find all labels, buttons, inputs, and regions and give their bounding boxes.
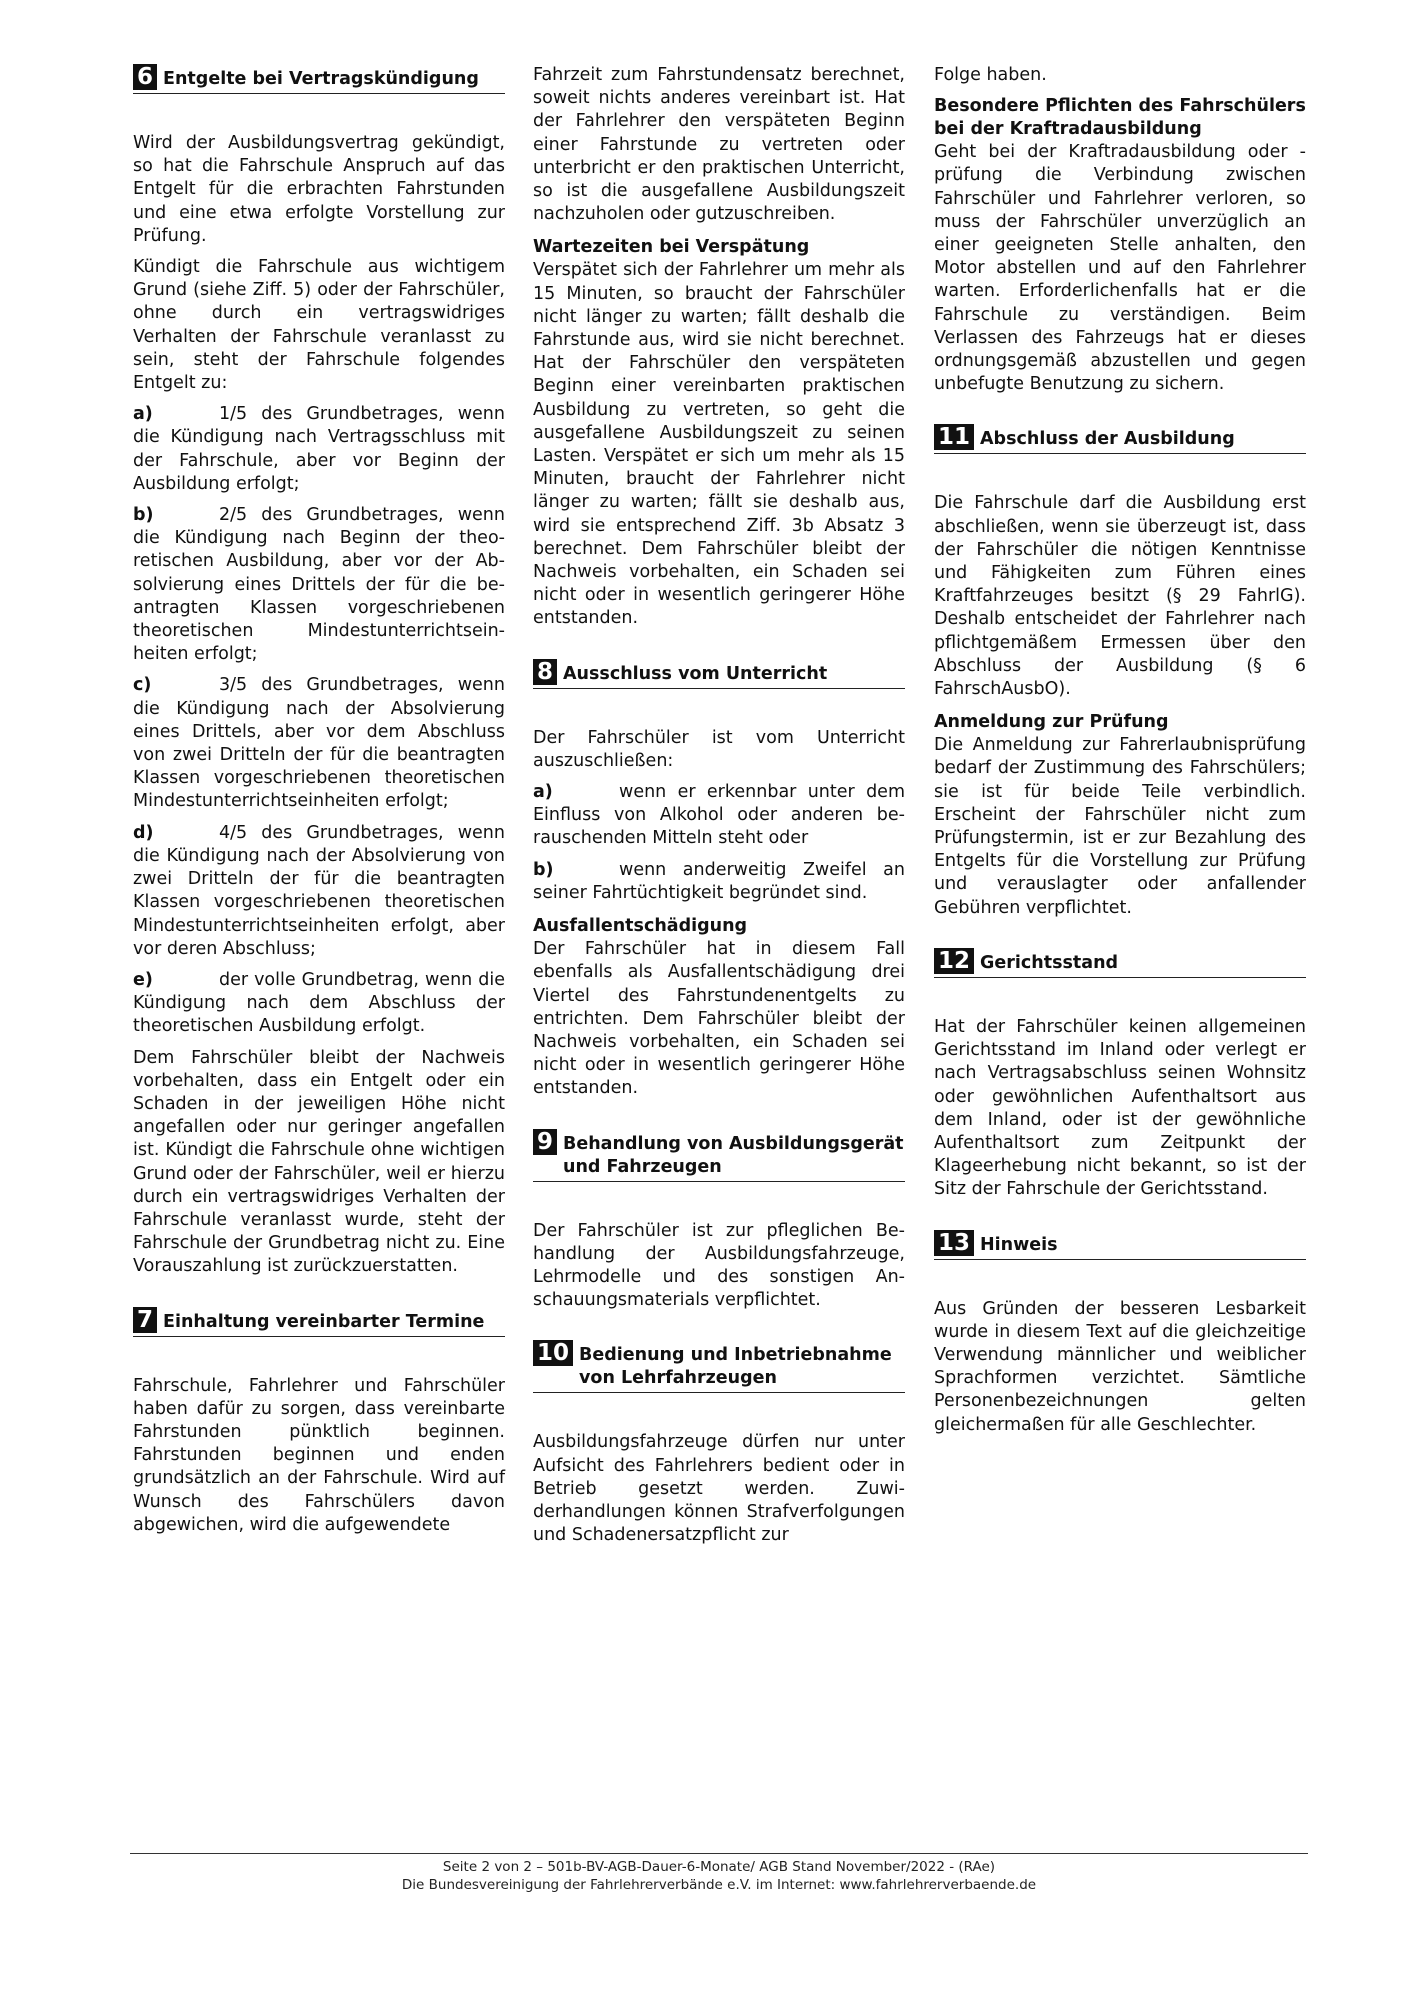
paragraph: Ausbildungsfahrzeuge dürfen nur unter Aufsicht des Fahrlehrers bedient oder in Betrieb gesetzt werden. Zuwiderhandlungen können Strafverfolgungen und Schadenersatzpflicht zur <box>533 1432 905 1546</box>
section-heading-12 <box>934 948 1306 978</box>
paragraph: Folge haben. <box>934 65 1047 85</box>
footer-line-page-info: Seite 2 von 2 – 501b-BV-AGB-Dauer-6-Monate/ AGB Stand November/2022 - (RAe) <box>442 1859 996 1875</box>
list-item <box>533 781 905 851</box>
section-number: 13 <box>934 1230 974 1256</box>
list-item <box>133 674 505 813</box>
section-heading-9 <box>533 1129 905 1182</box>
section-heading-7 <box>133 1307 505 1337</box>
paragraph: Fahrzeit zum Fahrstundensatz berechnet, soweit nichts anderes vereinbart ist. Hat der Fahrlehrer den verspäteten Beginn einer Fahrstunde zu vertreten oder unterbricht er den praktischen Unterricht, so ist die ausgefallene Ausbildungszeit nachzuholen oder gutzuschreiben. <box>533 65 905 225</box>
section-title: Einhaltung vereinbarter Termine <box>163 1311 485 1332</box>
paragraph: Der Fahrschüler ist zur pfleglichen Behandlung der Ausbildungsfahrzeuge, Lehrmodelle und des sonstigen Anschauungsmaterials verpflichtet. <box>533 1220 905 1311</box>
section-number: 7 <box>133 1307 157 1333</box>
paragraph: Die Fahrschule darf die Ausbildung erst abschließen, wenn sie überzeugt ist, dass der Fahrschüler die nötigen Kenntnisse und Fähigkeiten zum Führen eines Kraftfahrzeuges besitzt (§ 29 FahrlG). Deshalb entscheidet der Fahrlehrer nach pflichtgemäßem Ermessen über den Abschluss der Ausbildung (§ 6 FahrschAusbO). <box>934 493 1306 700</box>
section-number: 12 <box>934 948 974 974</box>
subheading: Wartezeiten bei Verspätung <box>533 237 810 258</box>
paragraph: Fahrschule, Fahrlehrer und Fahrschüler haben dafür zu sorgen, dass vereinbarte Fahrstunden pünktlich beginnen. Fahrstunden beginnen und enden grundsätzlich an der Fahrschule. Wird auf Wunsch des Fahrschülers davon abgewichen, wird die aufgewendete <box>133 1375 505 1535</box>
list-item-text: wenn er erkennbar unter dem Einfluss von Alkohol oder anderen berauschenden Mitteln steht oder <box>533 782 905 849</box>
paragraph: Aus Gründen der besseren Lesbarkeit wurde in diesem Text auf die gleichzeitige Verwendung männlicher und weiblicher Sprachformen verzichtet. Sämtliche Personenbezeichnungen gelten gleichermaßen für alle Geschlechter. <box>934 1298 1306 1435</box>
section-heading-8 <box>533 659 905 689</box>
list-item-label: a) <box>533 782 553 803</box>
footer-line-website: Die Bundesvereinigung der Fahrlehrerverbände e.V. im Internet: www.fahrlehrerverbaende.de <box>401 1877 1037 1893</box>
list-item-text: 1/5 des Grundbetrages, wenn die Kündigung nach Vertragsschluss mit der Fahrschule, aber vor Beginn der Ausbildung erfolgt; <box>133 404 505 494</box>
paragraph: Geht bei der Kraftradausbildung oder -prüfung die Verbindung zwischen Fahrschüler und Fahrlehrer verloren, so muss der Fahrschüler unverzüglich an einer geeigneten Stelle anhalten, den Motor abstellen und auf den Fahrlehrer warten. Erforderlichenfalls hat er die Fahrschule zu verständigen. Beim Verlassen des Fahrzeugs hat er dieses ordnungsgemäß abzustellen und gegen unbefugte Benutzung zu sichern. <box>934 142 1306 395</box>
section-number: 9 <box>533 1129 557 1155</box>
section-title: Ausschluss vom Unterricht <box>563 663 828 684</box>
list-item <box>133 969 505 1039</box>
section-title: Bedienung und Inbetriebnahme von Lehrfahrzeugen <box>579 1345 892 1389</box>
section-number: 11 <box>934 424 974 450</box>
paragraph: Wird der Ausbildungsvertrag gekündigt, so hat die Fahrschule Anspruch auf das Entgelt für die erbrachten Fahrstunden und eine etwa erfolgte Vorstellung zur Prüfung. <box>133 133 505 246</box>
list-item <box>133 822 505 961</box>
subheading: Besondere Pflichten des Fahrschülers bei der Kraftradausbildung <box>934 96 1306 140</box>
list-item-label: d) <box>133 822 154 843</box>
column-2 <box>533 64 905 1555</box>
section-title: Hinweis <box>980 1234 1058 1255</box>
paragraph: Hat der Fahrschüler keinen allgemeinen Gerichtsstand im Inland oder verlegt er nach Vertragsabschluss seinen Wohnsitz oder gewöhnlichen Aufenthaltsort aus dem Inland, oder ist der gewöhnliche Aufenthaltsort zum Zeitpunkt der Klageerhebung nicht bekannt, so ist der Sitz der Fahrschule der Gerichtsstand. <box>934 1016 1306 1200</box>
section-heading-6 <box>133 64 505 94</box>
list-item-text: 3/5 des Grundbetrages, wenn die Kündigung nach der Absolvierung eines Drittels, aber vor dem Abschluss von zwei Dritteln der für die beantragten Klassen vorgeschriebenen theoretischen Mindestunterrichtseinheiten erfolgt; <box>133 675 505 812</box>
subheading: Ausfallentschädigung <box>533 916 748 937</box>
paragraph: Die Anmeldung zur Fahrerlaubnisprüfung bedarf der Zustimmung des Fahrschülers; sie ist für beide Teile verbindlich. Erscheint der Fahrschüler nicht zum Prüfungstermin, ist er zur Bezahlung des Entgelts für die Vorstellung zur Prüfung und verauslagter oder anfallender Gebühren verpflichtet. <box>934 735 1306 918</box>
section-heading-10 <box>533 1340 905 1393</box>
list-item-text: 2/5 des Grundbetrages, wenn die Kündigung nach Beginn der theoretischen Ausbildung, aber vor der Absolvierung eines Drittels der für die beantragten Klassen vorgeschriebenen theoretischen Mindestunterrichtseinheiten erfolgt; <box>133 505 505 665</box>
section-title: Gerichtsstand <box>980 952 1119 973</box>
list-item <box>133 504 505 666</box>
section-title: Behandlung von Ausbildungsgerät und Fahrzeugen <box>563 1133 904 1177</box>
page-footer <box>130 1853 1308 1894</box>
column-1 <box>133 64 505 1545</box>
section-number: 6 <box>133 64 157 90</box>
section-number: 8 <box>533 659 557 685</box>
paragraph: Kündigt die Fahrschule aus wichtigem Grund (siehe Ziff. 5) oder der Fahrschüler, ohne durch ein vertragswidriges Verhalten der Fahrschule veranlasst zu sein, steht der Fahrschule folgendes Entgelt zu: <box>133 257 505 394</box>
list-item-text: der volle Grundbetrag, wenn die Kündigung nach dem Abschluss der theoretischen Ausbildung erfolgt. <box>133 969 505 1037</box>
list-item-text: wenn anderweitig Zweifel an seiner Fahrtüchtigkeit begründet sind. <box>533 859 905 903</box>
list-item-label: b) <box>133 505 154 526</box>
section-heading-11 <box>934 424 1306 454</box>
paragraph: Verspätet sich der Fahrlehrer um mehr als 15 Minuten, so braucht der Fahrschüler nicht länger zu warten; fällt deshalb die Fahrstunde aus, wird sie nicht berechnet. Hat der Fahrschüler den verspäteten Beginn einer vereinbarten praktischen Ausbildung zu vertreten, so geht die ausgefallene Ausbildungszeit zu seinen Lasten. Verspätet er sich um mehr als 15 Minuten, braucht der Fahrlehrer nicht länger zu warten; fällt sie deshalb aus, wird sie entsprechend Ziff. 3b Absatz 3 berechnet. Dem Fahrschüler bleibt der Nachweis vorbehalten, ein Schaden sei nicht oder in wesentlich geringerer Höhe entstanden. <box>533 260 905 629</box>
list-item <box>133 403 505 496</box>
list-item-label: b) <box>533 859 554 880</box>
paragraph: Dem Fahrschüler bleibt der Nachweis vorbehalten, dass ein Entgelt oder ein Schaden in der jeweiligen Höhe nicht angefallen oder nur geringer angefallen ist. Kündigt die Fahrschule ohne wichtigen Grund oder der Fahrschüler, weil er hierzu durch ein vertragswidriges Verhalten der Fahrschule veranlasst wurde, steht der Fahrschule der Grundbetrag nicht zu. Eine Vorauszahlung ist zurückzuerstatten. <box>133 1047 505 1277</box>
paragraph: Der Fahrschüler ist vom Unterricht auszuschließen: <box>533 727 905 771</box>
list-item-text: 4/5 des Grundbetrages, wenn die Kündigung nach der Absolvierung von zwei Dritteln der für die beantragten Klassen vorgeschriebenen theoretischen Mindestunterrichtseinheiten erfolgt, aber vor deren Abschluss; <box>133 822 505 959</box>
section-number: 10 <box>533 1340 573 1366</box>
list-item-label: a) <box>133 404 153 425</box>
section-title: Abschluss der Ausbildung <box>980 429 1235 450</box>
paragraph: Der Fahrschüler hat in diesem Fall ebenfalls als Ausfallentschädigung drei Viertel des Fahrstundenentgelts zu entrichten. Dem Fahrschüler bleibt der Nachweis vorbehalten, ein Schaden sei nicht oder in wesentlich geringerer Höhe entstanden. <box>533 939 905 1099</box>
section-title: Entgelte bei Vertragskündigung <box>163 69 479 89</box>
list-item <box>533 859 905 905</box>
subheading: Anmeldung zur Prüfung <box>934 712 1169 733</box>
column-3 <box>934 64 1306 1445</box>
list-item-label: c) <box>133 675 152 696</box>
list-item-label: e) <box>133 969 153 990</box>
section-heading-13 <box>934 1230 1306 1260</box>
